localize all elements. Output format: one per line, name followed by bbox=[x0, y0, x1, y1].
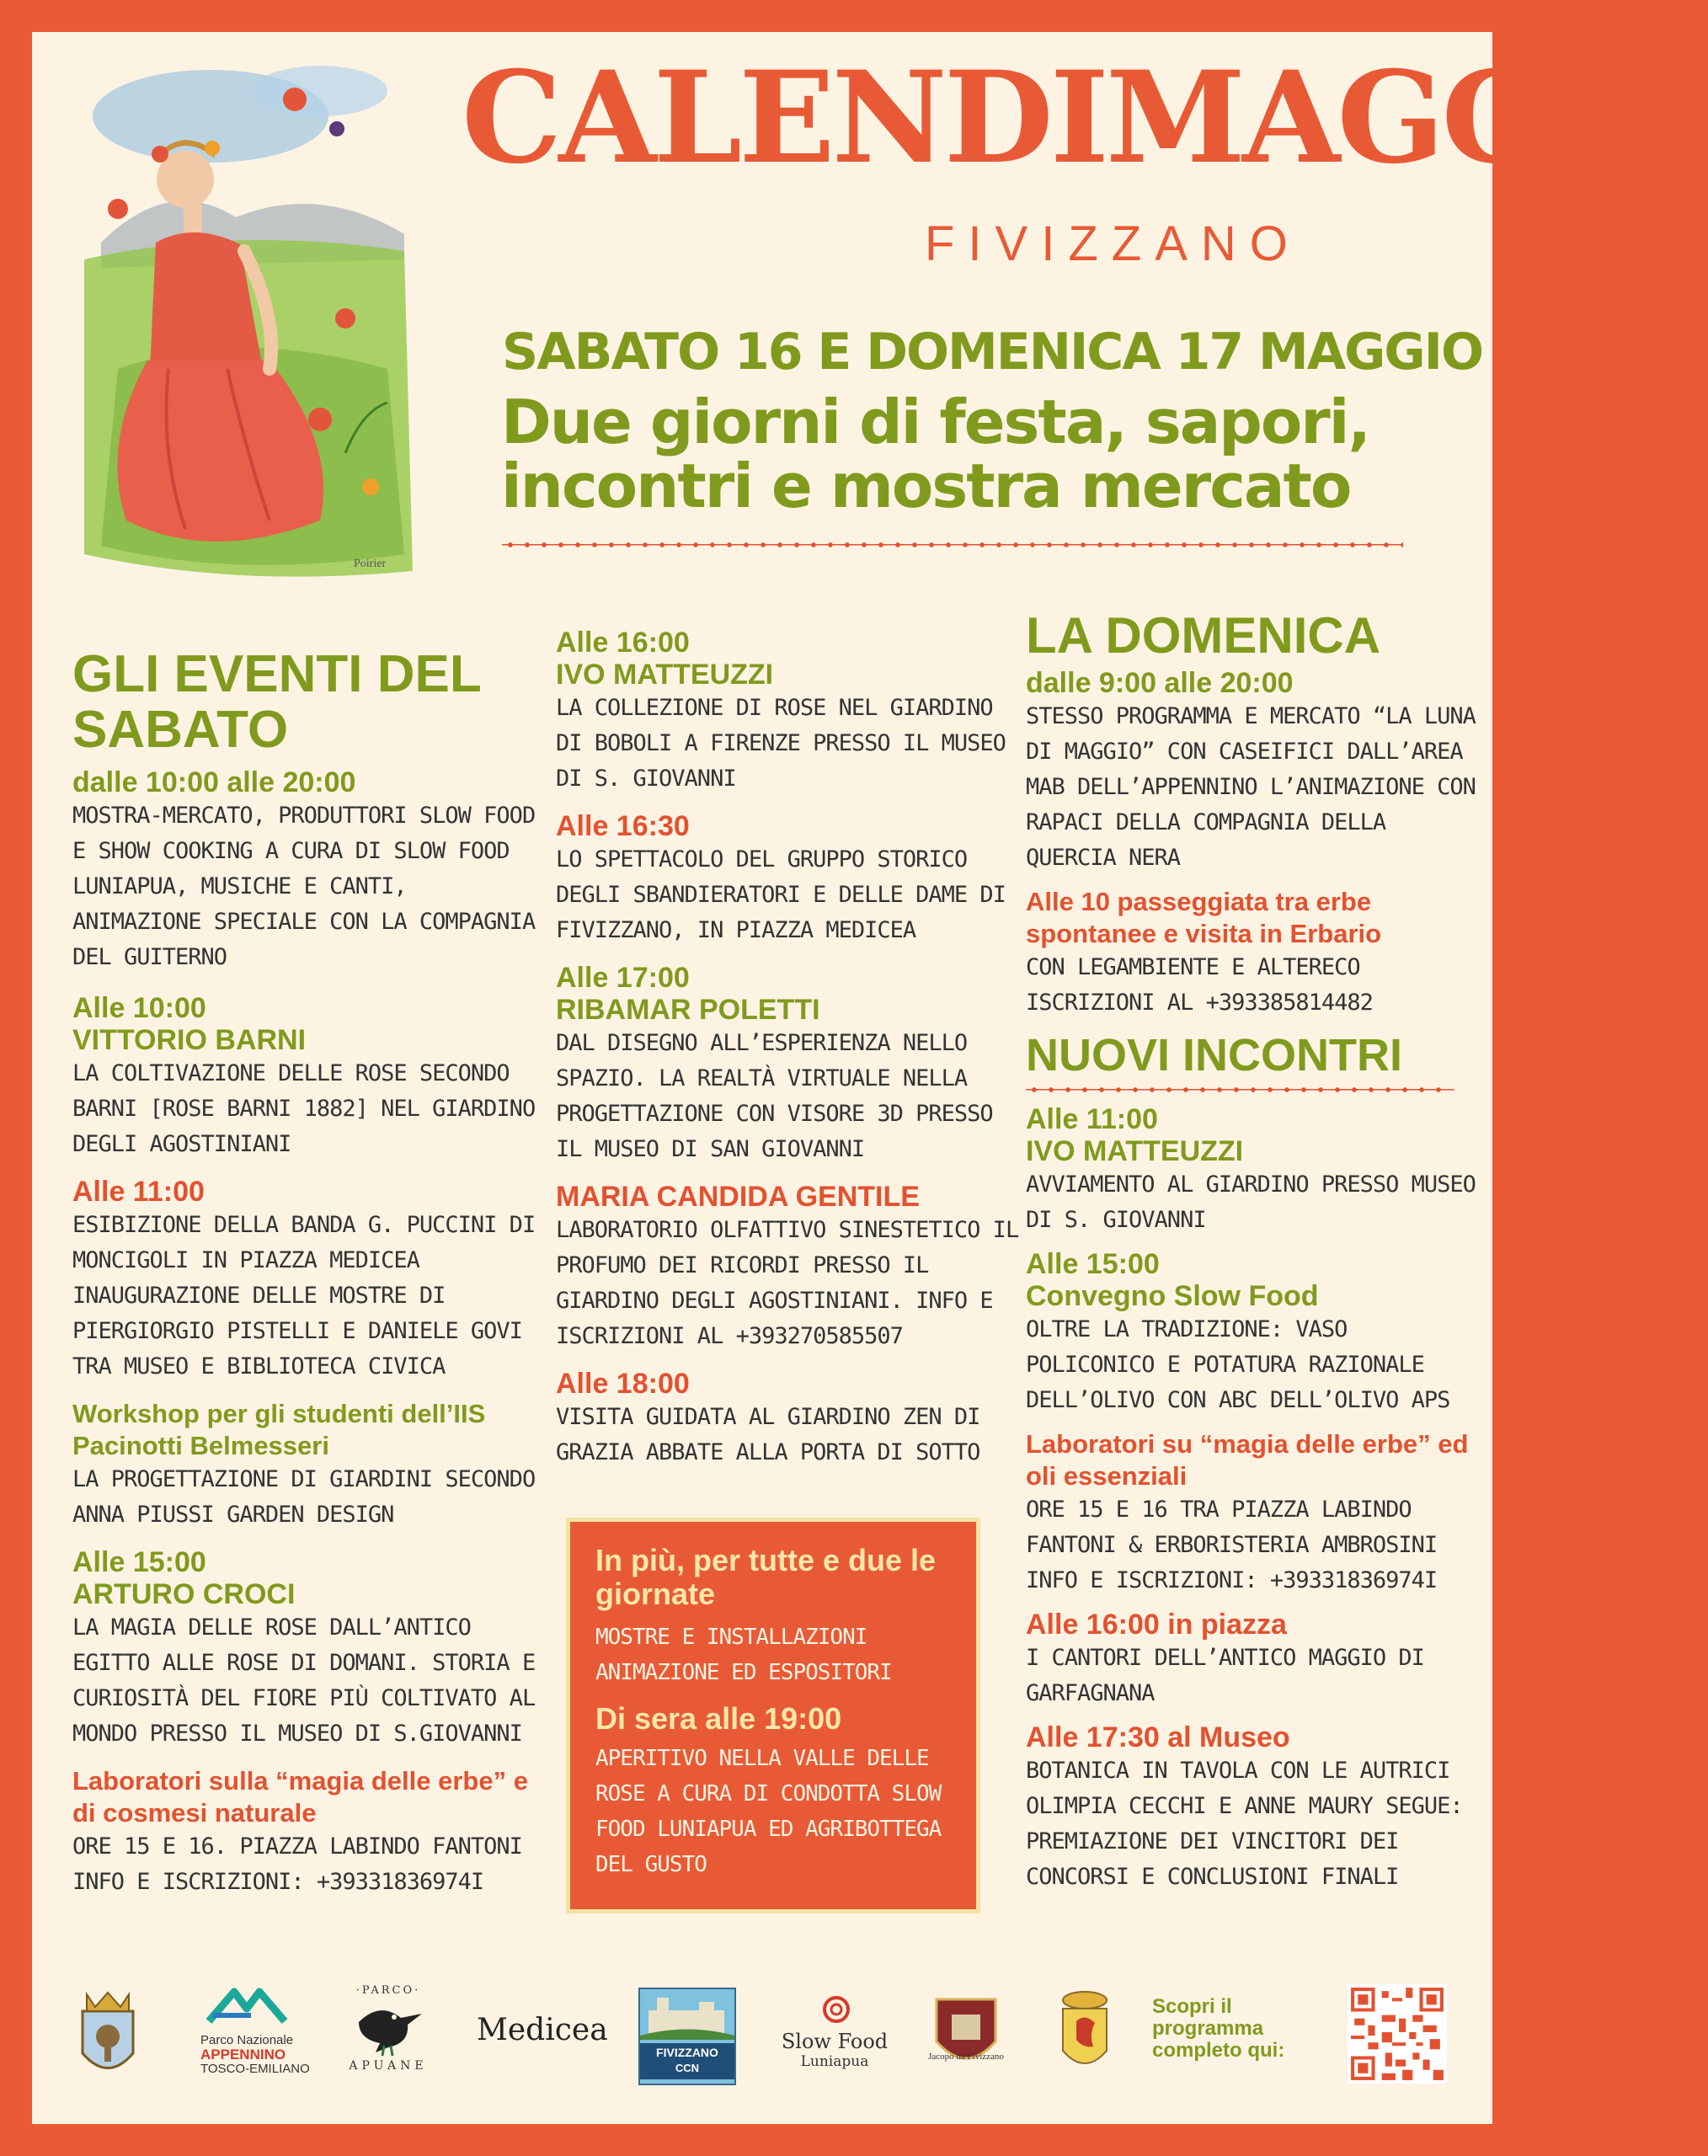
block-time: Alle 16:00 in piazza bbox=[1026, 1609, 1287, 1641]
compagnia-text: Jacopo da Fivizzano bbox=[928, 2052, 1004, 2062]
fivizzano-ccn-logo bbox=[638, 1988, 736, 2085]
slow-food-sub: Luniapua bbox=[800, 2053, 869, 2070]
block-text: MOSTRA-MERCATO, PRODUTTORI SLOW FOOD E SHOW COOKING A CURA DI SLOW FOOD LUNIAPUA, MUSICHE E CANTI, ANIMAZIONE SPECIALE CON LA COMPAGNIA DEL GUITERNO bbox=[72, 803, 536, 970]
parco-name-line1: Parco Nazionale bbox=[200, 2033, 294, 2047]
block-name: VITTORIO BARNI bbox=[72, 1024, 307, 1056]
incontri-block bbox=[1026, 1103, 1481, 1238]
block-text: ORE 15 E 16 TRA PIAZZA LABINDO FANTONI & ERBORISTERIA AMBROSINI INFO E ISCRIZIONI: +39331836974I bbox=[1026, 1497, 1438, 1593]
block-time: Alle 15:00 bbox=[1026, 1248, 1160, 1280]
block-time: MARIA CANDIDA GENTILE bbox=[556, 1181, 920, 1213]
block-time: Laboratori su “magia delle erbe” ed oli essenziali bbox=[1026, 1429, 1469, 1491]
block-name: Convegno Slow Food bbox=[1026, 1280, 1319, 1312]
block-time: Laboratori sulla “magia delle erbe” e di cosmesi naturale bbox=[72, 1766, 528, 1828]
middle-block bbox=[556, 810, 1027, 948]
event-subtitle: FIVIZZANO bbox=[925, 216, 1301, 271]
block-time: Alle 15:00 bbox=[72, 1546, 206, 1578]
domenica-block bbox=[1026, 886, 1481, 1021]
sabato-block bbox=[72, 1176, 544, 1385]
illustration-woman-in-meadow bbox=[67, 49, 421, 606]
incontri-block bbox=[1026, 1248, 1481, 1418]
apuane-top-text: ·PARCO· bbox=[355, 1984, 421, 1997]
parco-name-line2: APPENNINO bbox=[200, 2047, 286, 2063]
block-text: VISITA GUIDATA AL GIARDINO ZEN DI GRAZIA ABBATE ALLA PORTA DI SOTTO bbox=[556, 1404, 980, 1465]
sabato-block bbox=[72, 992, 544, 1162]
bird-icon bbox=[342, 1997, 435, 2056]
sabato-block bbox=[72, 1398, 544, 1533]
promo-text-evening: APERITIVO NELLA VALLE DELLE ROSE A CURA DI CONDOTTA SLOW FOOD LUNIAPUA ED AGRIBOTTEGA DEL GUSTO bbox=[595, 1746, 942, 1877]
block-time: dalle 9:00 alle 20:00 bbox=[1026, 667, 1294, 699]
block-name: IVO MATTEUZZI bbox=[556, 659, 774, 691]
parco-name-line3: TOSCO-EMILIANO bbox=[200, 2062, 310, 2076]
sabato-block bbox=[72, 1546, 544, 1752]
block-time: Alle 11:00 bbox=[1026, 1103, 1158, 1135]
block-time: Workshop per gli studenti dell’IIS Pacinotti Belmesseri bbox=[72, 1399, 486, 1460]
ccn-text: CCN bbox=[640, 2062, 734, 2079]
program-cta-text: Scopri il programma completo qui: bbox=[1152, 1995, 1285, 2062]
poster bbox=[32, 32, 1708, 2124]
medicea-logo: Medicea bbox=[477, 2013, 608, 2047]
block-name: RIBAMAR POLETTI bbox=[556, 994, 820, 1026]
parco-appennino-logo bbox=[200, 1988, 310, 2076]
middle-block bbox=[556, 1368, 1027, 1470]
block-time: Alle 16:30 bbox=[556, 810, 690, 842]
promo-heading-evening: Di sera alle 19:00 bbox=[595, 1701, 842, 1736]
compagnia-jacopo-logo bbox=[928, 1991, 1004, 2075]
block-time: Alle 17:30 al Museo bbox=[1026, 1721, 1290, 1753]
incontri-block bbox=[1026, 1428, 1481, 1598]
snail-icon bbox=[818, 1993, 851, 2026]
block-time: Alle 16:00 bbox=[556, 627, 690, 659]
block-time: Alle 11:00 bbox=[72, 1176, 205, 1208]
domenica-column bbox=[1026, 608, 1481, 1895]
domenica-block bbox=[1026, 667, 1481, 876]
fivizzano-ccn-text: FIVIZZANO bbox=[640, 2043, 734, 2062]
illustration-signature: Poirier bbox=[354, 558, 387, 570]
apuane-bottom-text: APUANE bbox=[349, 2059, 428, 2073]
block-name: ARTURO CROCI bbox=[72, 1578, 296, 1610]
block-text: OLTRE LA TRADIZIONE: VASO POLICONICO E POTATURA RAZIONALE DELL’OLIVO CON ABC DELL’OLIVO APS bbox=[1026, 1316, 1450, 1413]
block-text: ESIBIZIONE DELLA BANDA G. PUCCINI DI MONCIGOLI IN PIAZZA MEDICEA INAUGURAZIONE DELLE MOSTRE DI PIERGIORGIO PISTELLI E DANIELE GOVI TRA MUSEO E BIBLIOTECA CIVICA bbox=[72, 1212, 536, 1380]
middle-block bbox=[556, 962, 1027, 1167]
block-time: Alle 10 passeggiata tra erbe spontanee e visita in Erbario bbox=[1026, 887, 1382, 948]
promo-text: MOSTRE E INSTALLAZIONI ANIMAZIONE ED ESPOSITORI bbox=[595, 1625, 892, 1685]
block-text: I CANTORI DELL’ANTICO MAGGIO DI GARFAGNANA bbox=[1026, 1645, 1424, 1706]
block-text: LA COLLEZIONE DI ROSE NEL GIARDINO DI BOBOLI A FIRENZE PRESSO IL MUSEO DI S. GIOVANNI bbox=[556, 695, 1006, 792]
header-divider bbox=[502, 540, 1403, 550]
block-text: AVVIAMENTO AL GIARDINO PRESSO MUSEO DI S. GIOVANNI bbox=[1026, 1171, 1476, 1233]
incontri-block bbox=[1026, 1609, 1481, 1711]
block-text: STESSO PROGRAMMA E MERCATO “LA LUNA DI MAGGIO” CON CASEIFICI DALL’AREA MAB DELL’APPENNINO L’ANIMAZIONE CON RAPACI DELLA COMPAGNIA DELLA QUERCIA NERA bbox=[1026, 703, 1476, 871]
event-title: CALENDIMAGGIO bbox=[462, 44, 1708, 192]
sabato-block bbox=[72, 1765, 544, 1900]
nuovi-incontri-heading: NUOVI INCONTRI bbox=[1026, 1030, 1403, 1081]
middle-block bbox=[556, 627, 1027, 797]
block-time: Alle 18:00 bbox=[556, 1368, 690, 1400]
block-text: BOTANICA IN TAVOLA CON LE AUTRICI OLIMPIA CECCHI E ANNE MAURY SEGUE: PREMIAZIONE DEI VINCITORI DEI CONCORSI E CONCLUSIONI FINALI bbox=[1026, 1758, 1463, 1890]
promo-heading: In più, per tutte e due le giornate bbox=[595, 1543, 937, 1611]
event-dates: SABATO 16 E DOMENICA 17 MAGGIO bbox=[502, 323, 1482, 382]
incontri-block bbox=[1026, 1721, 1481, 1895]
slow-food-text: Slow Food bbox=[781, 2030, 889, 2053]
block-time: dalle 10:00 alle 20:00 bbox=[72, 766, 356, 798]
block-name: IVO MATTEUZZI bbox=[1026, 1135, 1244, 1167]
block-text: CON LEGAMBIENTE E ALTERECO ISCRIZIONI AL +393385814482 bbox=[1026, 954, 1373, 1016]
sabato-heading: GLI EVENTI DEL SABATO bbox=[72, 645, 481, 759]
promo-box bbox=[566, 1518, 980, 1913]
middle-column bbox=[556, 627, 1027, 1470]
sabato-column bbox=[72, 647, 544, 1900]
slow-food-logo bbox=[771, 1993, 898, 2070]
gonfalone-logo bbox=[1051, 1988, 1118, 2084]
block-text: LA PROGETTAZIONE DI GIARDINI SECONDO ANNA PIUSSI GARDEN DESIGN bbox=[72, 1466, 536, 1528]
block-text: LO SPETTACOLO DEL GRUPPO STORICO DEGLI SBANDIERATORI E DELLE DAME DI FIVIZZANO, IN PIAZZA MEDICEA bbox=[556, 846, 1006, 943]
sabato-block bbox=[72, 766, 544, 975]
block-time: Alle 17:00 bbox=[556, 962, 690, 994]
block-text: LA MAGIA DELLE ROSE DALL’ANTICO EGITTO ALLE ROSE DI DOMANI. STORIA E CURIOSITÀ DEL FIORE PIÙ COLTIVATO AL MONDO PRESSO IL MUSEO DI S.GIOVANNI bbox=[72, 1614, 536, 1747]
nuovi-incontri-divider bbox=[1026, 1085, 1454, 1095]
middle-block bbox=[556, 1181, 1027, 1354]
block-text: LA COLTIVAZIONE DELLE ROSE SECONDO BARNI [ROSE BARNI 1882] NEL GIARDINO DEGLI AGOSTINIANI bbox=[72, 1060, 536, 1157]
block-text: DAL DISEGNO ALL’ESPERIENZA NELLO SPAZIO. LA REALTÀ VIRTUALE NELLA PROGETTAZIONE CON VISORE 3D PRESSO IL MUSEO DI SAN GIOVANNI bbox=[556, 1030, 993, 1162]
parco-apuane-logo bbox=[342, 1984, 435, 2073]
fivizzano-coat-of-arms-logo bbox=[74, 1986, 141, 2090]
block-time: Alle 10:00 bbox=[72, 992, 206, 1024]
block-text: ORE 15 E 16. PIAZZA LABINDO FANTONI INFO E ISCRIZIONI: +39331836974I bbox=[72, 1833, 522, 1895]
block-text: LABORATORIO OLFATTIVO SINESTETICO IL PROFUMO DEI RICORDI PRESSO IL GIARDINO DEGLI AGOSTINIANI. INFO E ISCRIZIONI AL +393270585507 bbox=[556, 1217, 1019, 1349]
qr-code[interactable] bbox=[1348, 1984, 1447, 2084]
domenica-heading: LA DOMENICA bbox=[1026, 607, 1381, 664]
event-tagline: Due giorni di festa, sapori, incontri e mostra mercato bbox=[501, 387, 1369, 522]
